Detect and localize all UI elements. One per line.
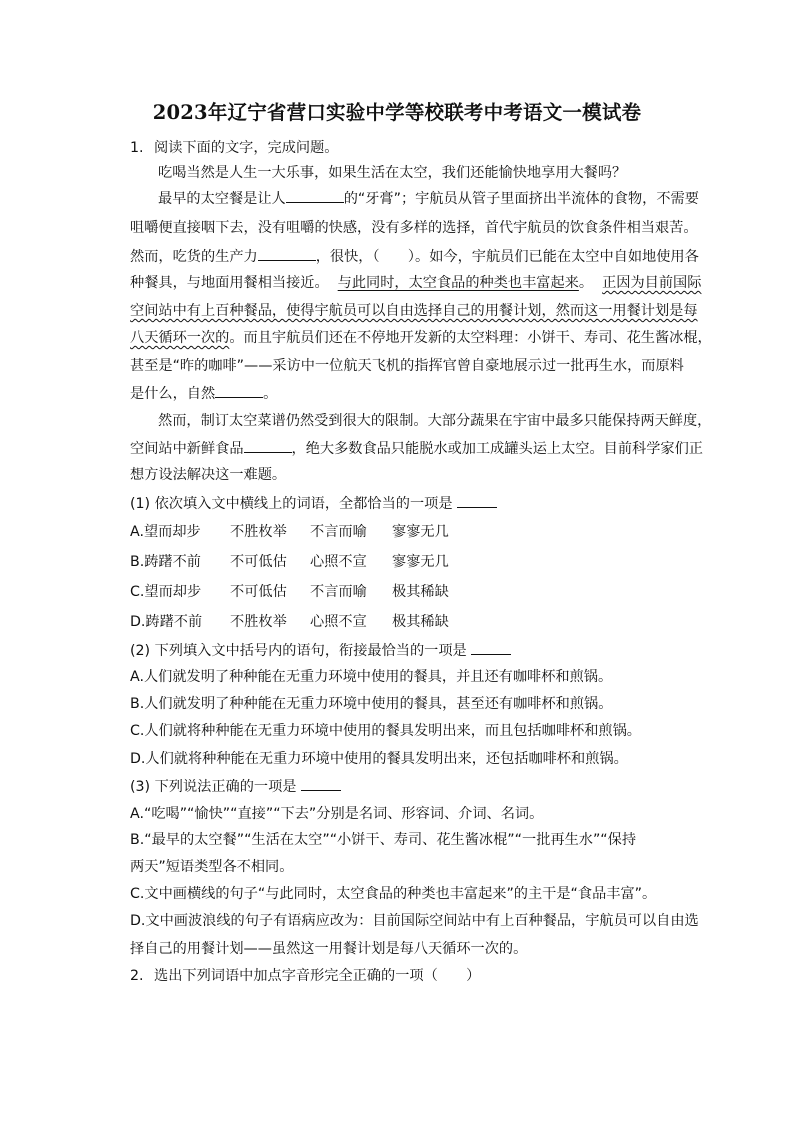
option-line: A.“吃喝”“愉快”“直接”“下去”分别是名词、形容词、介词、名词。 <box>130 806 544 822</box>
sub-question-1-stem <box>130 493 690 514</box>
option-word: 不言而喻 <box>310 524 367 540</box>
question-number: 2. <box>130 968 144 984</box>
passage-line: 想方设法解决这一难题。 <box>130 467 287 483</box>
sub-question-2-stem <box>130 640 690 661</box>
question-number: 1. <box>130 140 144 156</box>
option-word: 寥寥无几 <box>392 554 449 570</box>
fill-blank <box>286 188 344 203</box>
option-word: A.望而却步 <box>130 524 201 540</box>
passage-text: ，绝大多数食品只能脱水或加工成罐头运上太空。目前科学家们正 <box>291 441 703 457</box>
option-word: 不胜枚举 <box>230 614 287 630</box>
passage-line <box>130 328 712 348</box>
passage-line <box>130 438 703 459</box>
answer-blank <box>457 493 497 508</box>
wavy-sentence: 正因为目前国际 <box>602 275 702 291</box>
option-row <box>130 582 690 602</box>
option-word: 心照不宣 <box>310 554 367 570</box>
option-word: 不言而喻 <box>310 584 367 600</box>
passage-text: 然而，吃货的生产力 <box>130 249 258 265</box>
exam-title: 2023年辽宁省营口实验中学等校联考中考语文一模试卷 <box>152 101 642 124</box>
option-row <box>130 612 690 632</box>
passage-text: 。而且宇航员们还在不停地开发新的太空料理：小饼干、寿司、花生酱冰棍， <box>229 330 712 346</box>
option-word: 极其稀缺 <box>392 584 449 600</box>
passage-text: 的“牙膏”；宇航员从管子里面挤出半流体的食物，不需要 <box>343 191 699 207</box>
stem-text: (1) 依次填入文中横线上的词语，全都恰当的一项是 <box>130 496 453 512</box>
passage-line: 吃喝当然是人生一大乐事，如果生活在太空，我们还能愉快地享用大餐吗？ <box>158 165 627 181</box>
passage-text: 。 <box>578 275 594 291</box>
passage-line <box>158 188 699 209</box>
option-row <box>130 552 690 572</box>
question-prompt: 选出下列词语中加点字音形完全正确的一项（ ） <box>154 968 481 984</box>
passage-line <box>130 246 699 267</box>
passage-text: ，很快，（ ）。如今，宇航员们已能在太空中自如地使用各 <box>315 249 699 265</box>
passage-text: 最早的太空餐是让人 <box>158 191 286 207</box>
option-word: B.踌躇不前 <box>130 554 201 570</box>
option-line: B.人们就发明了种种能在无重力环境中使用的餐具，甚至还有咖啡杯和煎锅。 <box>130 696 613 712</box>
option-line: 两天”短语类型各不相同。 <box>130 859 294 875</box>
option-line: C.人们就将种种能在无重力环境中使用的餐具发明出来，而且包括咖啡杯和煎锅。 <box>130 723 641 739</box>
passage-text: 空间站中新鲜食品 <box>130 441 244 457</box>
passage-line: 然而，制订太空菜谱仍然受到很大的限制。大部分蔬果在宇宙中最多只能保持两天鲜度， <box>158 413 712 429</box>
fill-blank <box>244 438 292 453</box>
passage-line <box>130 273 702 293</box>
passage-text: 种餐具，与地面用餐相当接近。 <box>130 275 329 291</box>
option-word: 不可低估 <box>230 554 287 570</box>
option-word: 不可低估 <box>230 584 287 600</box>
passage-line: 咀嚼便直接咽下去，没有咀嚼的快感，没有多样的选择，首代宇航员的饮食条件相当艰苦。 <box>130 220 698 236</box>
option-word: 极其稀缺 <box>392 614 449 630</box>
wavy-sentence: 空间站中有上百种餐品，使得宇航员可以自由选择自己的用餐计划，然而这一用餐计划是每 <box>130 303 698 319</box>
answer-blank <box>301 776 341 791</box>
wavy-sentence: 八天循环一次的 <box>130 330 230 346</box>
passage-text: 是什么，自然 <box>130 386 216 402</box>
passage-line <box>130 301 698 321</box>
option-line: B.“最早的太空餐”“生活在太空”“小饼干、寿司、花生酱冰棍”“一批再生水”“保持 <box>130 832 637 848</box>
option-word: 心照不宣 <box>310 614 367 630</box>
sub-question-3-stem <box>130 776 690 797</box>
option-word: 寥寥无几 <box>392 524 449 540</box>
passage-line <box>130 383 690 404</box>
option-line: C.文中画横线的句子“与此同时，太空食品的种类也丰富起来”的主干是“食品丰富”。 <box>130 886 657 902</box>
option-line: 择自己的用餐计划——虽然这一用餐计划是每八天循环一次的。 <box>130 941 528 957</box>
stem-text: (2) 下列填入文中括号内的语句，衔接最恰当的一项是 <box>130 643 467 659</box>
stem-text: (3) 下列说法正确的一项是 <box>130 779 297 795</box>
option-word: 不胜枚举 <box>230 524 287 540</box>
fill-blank <box>215 383 263 398</box>
question-prompt: 阅读下面的文字，完成问题。 <box>154 140 339 156</box>
passage-line: 甚至是“昨的咖啡”——采访中一位航天飞机的指挥官曾自豪地展示过一批再生水，而原料 <box>130 358 684 374</box>
question-2-header <box>130 966 690 986</box>
answer-blank <box>471 640 511 655</box>
underlined-sentence: 与此同时，太空食品的种类也丰富起来 <box>337 275 579 291</box>
option-row <box>130 522 690 542</box>
option-line: D.文中画波浪线的句子有语病应改为：目前国际空间站中有上百种餐品，宇航员可以自由选 <box>130 913 699 929</box>
option-word: D.踌躇不前 <box>130 614 203 630</box>
option-word: C.望而却步 <box>130 584 202 600</box>
question-1-header <box>130 138 690 158</box>
option-line: A.人们就发明了种种能在无重力环境中使用的餐具，并且还有咖啡杯和煎锅。 <box>130 669 613 685</box>
fill-blank <box>258 246 316 261</box>
option-line: D.人们就将种种能在无重力环境中使用的餐具发明出来，还包括咖啡杯和煎锅。 <box>130 751 628 767</box>
passage-text: 。 <box>263 386 278 402</box>
